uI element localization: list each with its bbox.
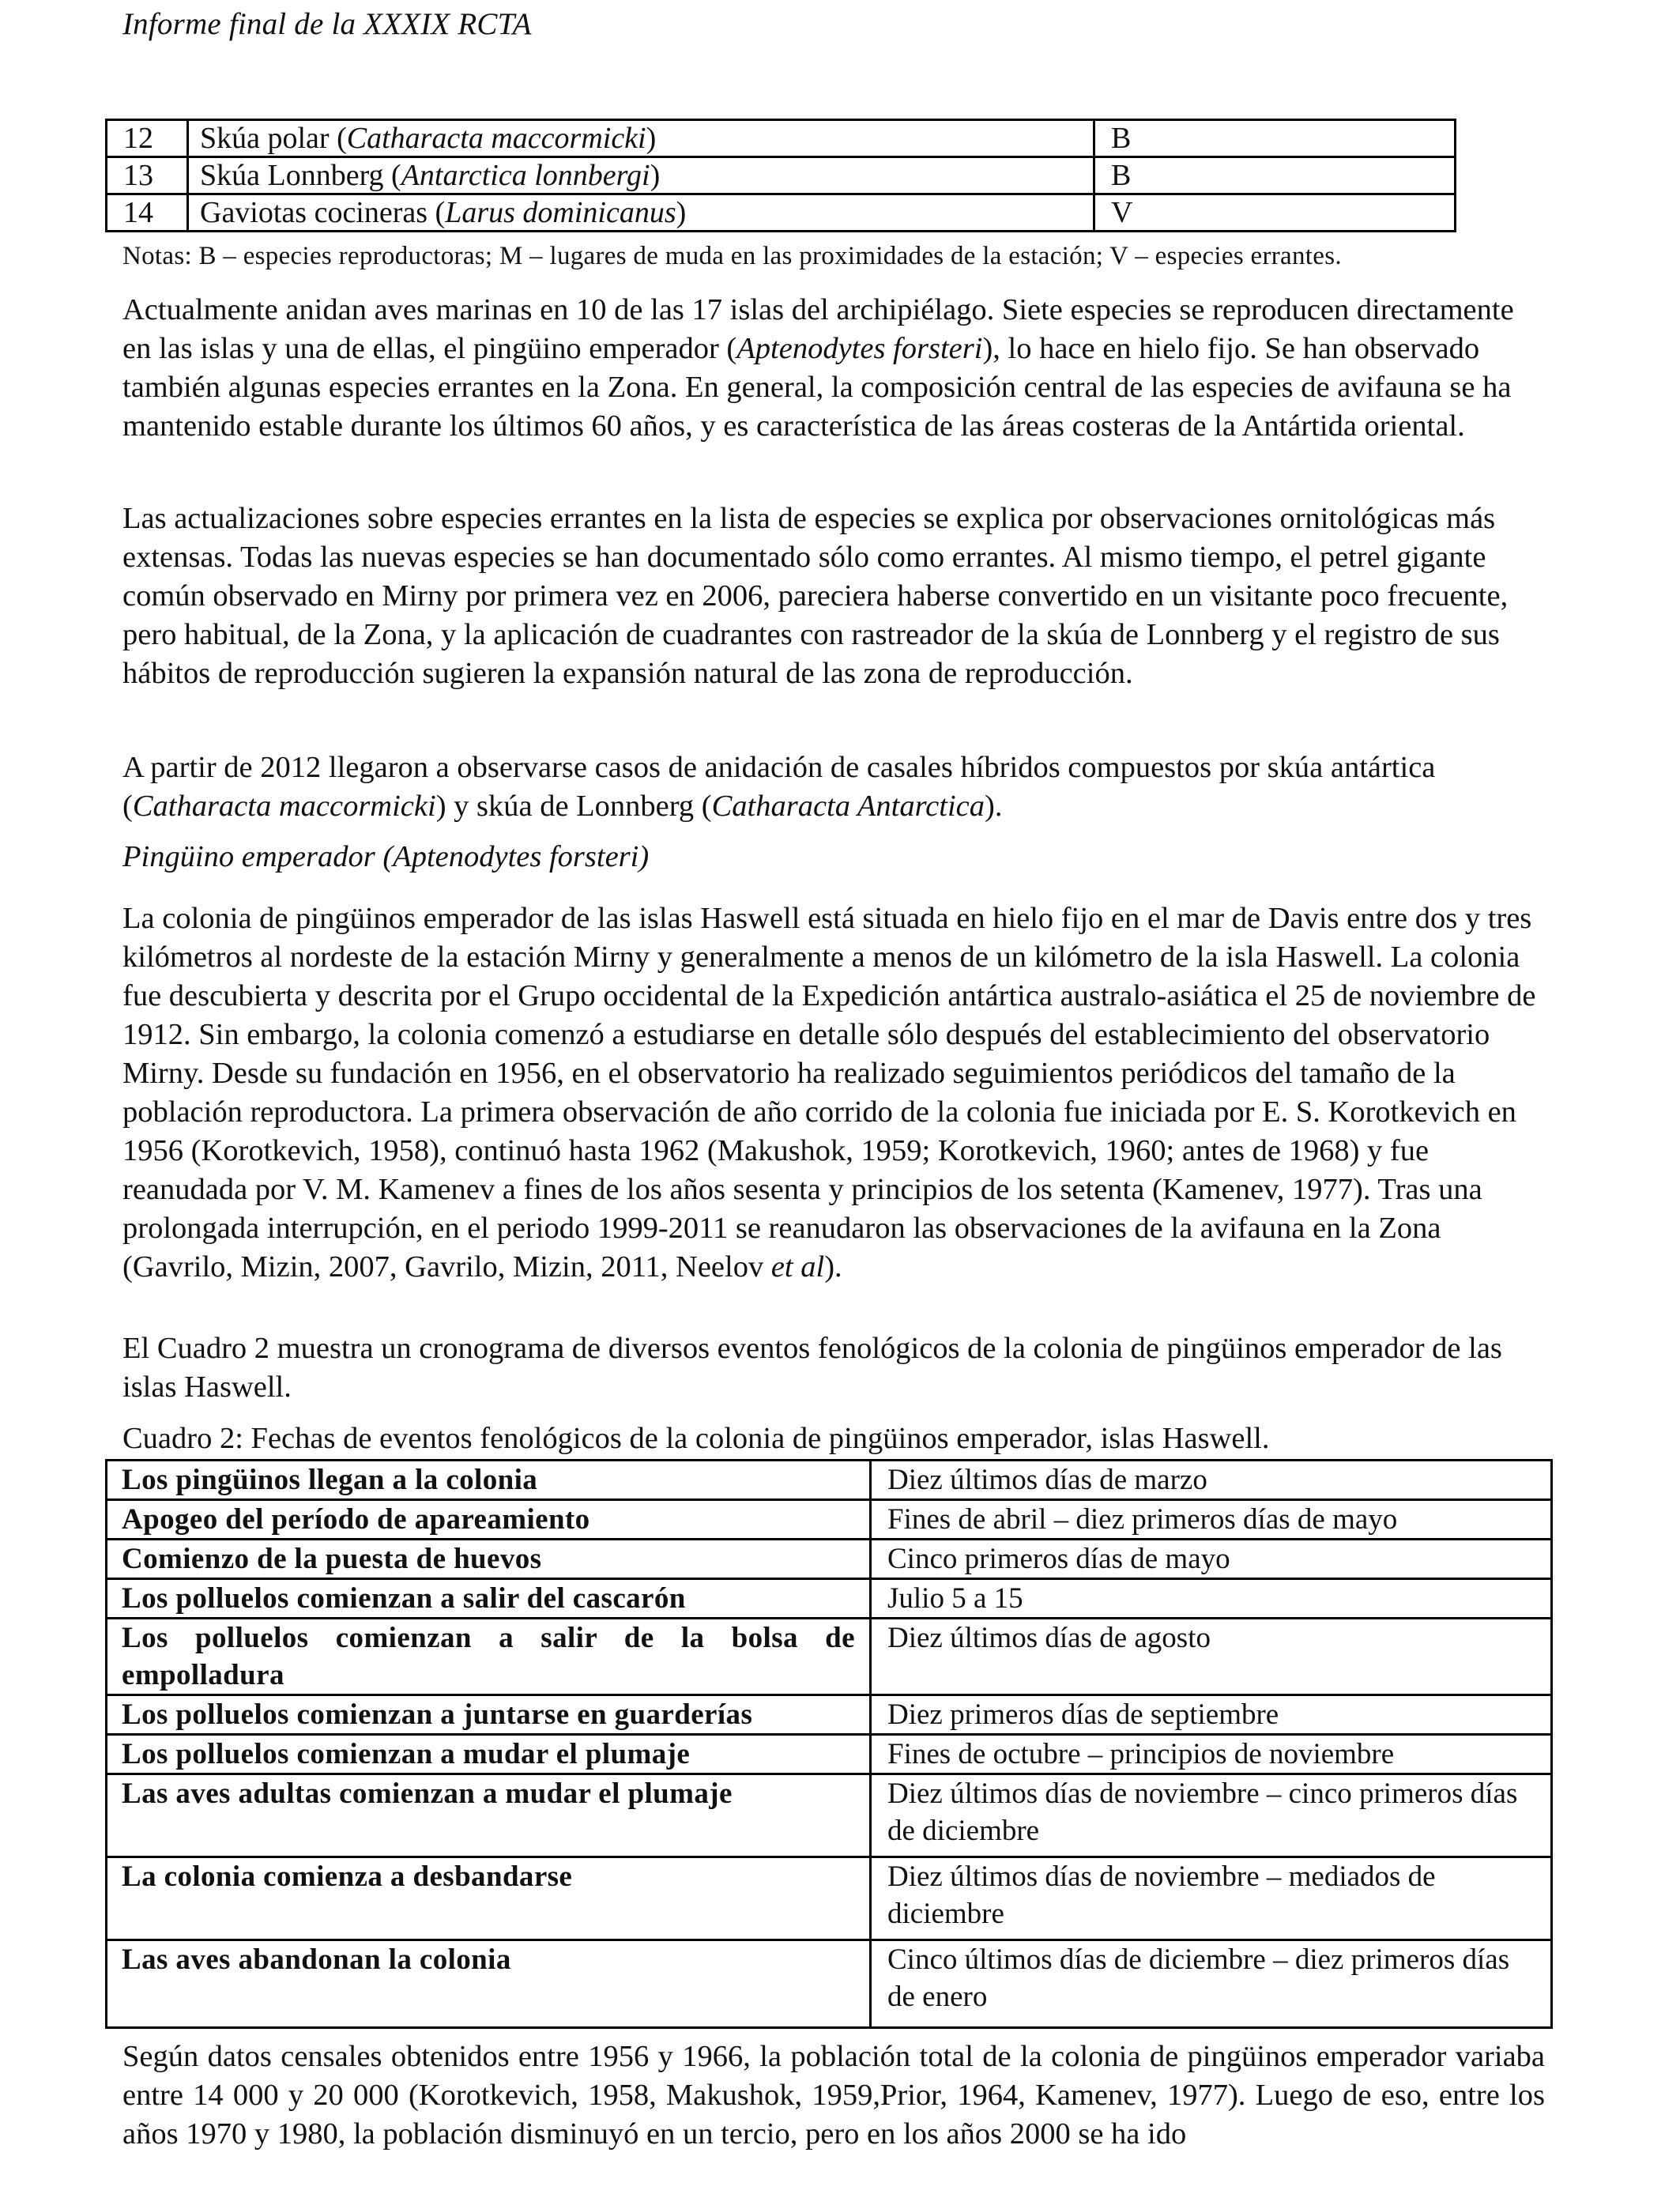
event-cell: Las aves adultas comienzan a mudar el plumaje [107, 1774, 871, 1857]
date-cell: Diez últimos días de marzo [871, 1461, 1552, 1500]
paragraph-hybrids: A partir de 2012 llegaron a observarse casos de anidación de casales híbridos compuestos por skúa antártica (Catharacta maccormicki) y skúa de Lonnberg (Catharacta Antarctica). [122, 751, 1436, 823]
event-cell: Los polluelos comienzan a mudar el plumaje [107, 1735, 871, 1774]
section-heading: Pingüino emperador (Aptenodytes forsteri) [122, 840, 650, 873]
event-cell: Los pingüinos llegan a la colonia [107, 1461, 871, 1500]
species-name: Skúa polar (Catharacta maccormicki) [188, 120, 1094, 157]
table-caption: Cuadro 2: Fechas de eventos fenológicos de la colonia de pingüinos emperador, islas Haswell. [122, 1422, 1270, 1455]
event-cell: Los polluelos comienzan a salir de la bolsa de empolladura [107, 1619, 871, 1695]
date-cell: Diez últimos días de noviembre – mediados de diciembre [871, 1857, 1552, 1940]
species-status: B [1094, 157, 1456, 194]
table-row [107, 157, 1456, 194]
species-number: 12 [107, 120, 188, 157]
date-cell: Fines de octubre – principios de noviembre [871, 1735, 1552, 1774]
species-number: 14 [107, 194, 188, 232]
paragraph-colony-history: La colonia de pingüinos emperador de las islas Haswell está situada en hielo fijo en el mar de Davis entre dos y tres kilómetros al nordeste de la estación Mirny y generalmente a menos de un kilómetro de la isla Haswell. La colonia fue descubierta y descrita por el Grupo occidental de la Expedición antártica australo-asiática el 25 de noviembre de 1912. Sin embargo, la colonia comenzó a estudiarse en detalle sólo después del establecimiento del observatorio Mirny. Desde su fundación en 1956, en el observatorio ha realizado seguimientos periódicos del tamaño de la población reproductora. La primera observación de año corrido de la colonia fue iniciada por E. S. Korotkevich en 1956 (Korotkevich, 1958), continuó hasta 1962 (Makushok, 1959; Korotkevich, 1960; antes de 1968) y fue reanudada por V. M. Kamenev a fines de los años sesenta y principios de los setenta (Kamenev, 1977). Tras una prolongada interrupción, en el periodo 1999-2011 se reanudaron las observaciones de la avifauna en la Zona (Gavrilo, Mizin, 2007, Gavrilo, Mizin, 2011, Neelov et al). [122, 902, 1536, 1284]
event-cell: La colonia comienza a desbandarse [107, 1857, 871, 1940]
event-cell: Las aves abandonan la colonia [107, 1940, 871, 2028]
paragraph-table-intro: El Cuadro 2 muestra un cronograma de diversos eventos fenológicos de la colonia de pingüinos emperador de las islas Haswell. [122, 1332, 1502, 1404]
date-cell: Diez últimos días de agosto [871, 1619, 1552, 1695]
table-row [107, 1500, 1552, 1540]
table-row [107, 1735, 1552, 1774]
table-row [107, 1695, 1552, 1735]
table-row [107, 1619, 1552, 1695]
paragraph-vagrant-species: Las actualizaciones sobre especies errantes en la lista de especies se explica por observaciones ornitológicas más extensas. Todas las nuevas especies se han documentado sólo como errantes. Al mismo tiempo, el petrel gigante común observado en Mirny por primera vez en 2006, pareciera haberse convertido en un visitante poco frecuente, pero habitual, de la Zona, y la aplicación de cuadrantes con rastreador de la skúa de Lonnberg y el registro de sus hábitos de reproducción sugieren la expansión natural de las zona de reproducción. [122, 502, 1509, 690]
table-row [107, 1461, 1552, 1500]
event-cell: Comienzo de la puesta de huevos [107, 1540, 871, 1579]
event-cell: Apogeo del período de apareamiento [107, 1500, 871, 1540]
date-cell: Cinco últimos días de diciembre – diez primeros días de enero [871, 1940, 1552, 2028]
phenology-table [105, 1459, 1553, 2029]
date-cell: Fines de abril – diez primeros días de mayo [871, 1500, 1552, 1540]
paragraph-census: Según datos censales obtenidos entre 1956 y 1966, la población total de la colonia de pingüinos emperador variaba entre 14 000 y 20 000 (Korotkevich, 1958, Makushok, 1959,Prior, 1964, Kamenev, 1977). Luego de eso, entre los años 1970 y 1980, la población disminuyó en un tercio, pero en los años 2000 se ha ido [122, 2040, 1545, 2151]
table-row [107, 1857, 1552, 1940]
event-cell: Los polluelos comienzan a salir del cascarón [107, 1579, 871, 1619]
table-row [107, 1940, 1552, 2028]
paragraph-nesting: Actualmente anidan aves marinas en 10 de las 17 islas del archipiélago. Siete especies se reproducen directamente en las islas y una de ellas, el pingüino emperador (Aptenodytes forsteri), lo hace en hielo fijo. Se han observado también algunas especies errantes en la Zona. En general, la composición central de las especies de avifauna se ha mantenido estable durante los últimos 60 años, y es característica de las áreas costeras de la Antártida oriental. [122, 293, 1514, 443]
date-cell: Diez primeros días de septiembre [871, 1695, 1552, 1735]
species-status: V [1094, 194, 1456, 232]
species-name: Skúa Lonnberg (Antarctica lonnbergi) [188, 157, 1094, 194]
table-row [107, 1579, 1552, 1619]
page-header: Informe final de la XXXIX RCTA [122, 7, 532, 41]
date-cell: Diez últimos días de noviembre – cinco primeros días de diciembre [871, 1774, 1552, 1857]
table-row [107, 120, 1456, 157]
species-table [105, 119, 1456, 232]
event-cell: Los polluelos comienzan a juntarse en guarderías [107, 1695, 871, 1735]
table-row [107, 1540, 1552, 1579]
table-row [107, 194, 1456, 232]
species-number: 13 [107, 157, 188, 194]
species-status: B [1094, 120, 1456, 157]
date-cell: Cinco primeros días de mayo [871, 1540, 1552, 1579]
species-name: Gaviotas cocineras (Larus dominicanus) [188, 194, 1094, 232]
date-cell: Julio 5 a 15 [871, 1579, 1552, 1619]
table-row [107, 1774, 1552, 1857]
table-notes: Notas: B – especies reproductoras; M – lugares de muda en las proximidades de la estación; V – especies errantes. [122, 242, 1342, 270]
